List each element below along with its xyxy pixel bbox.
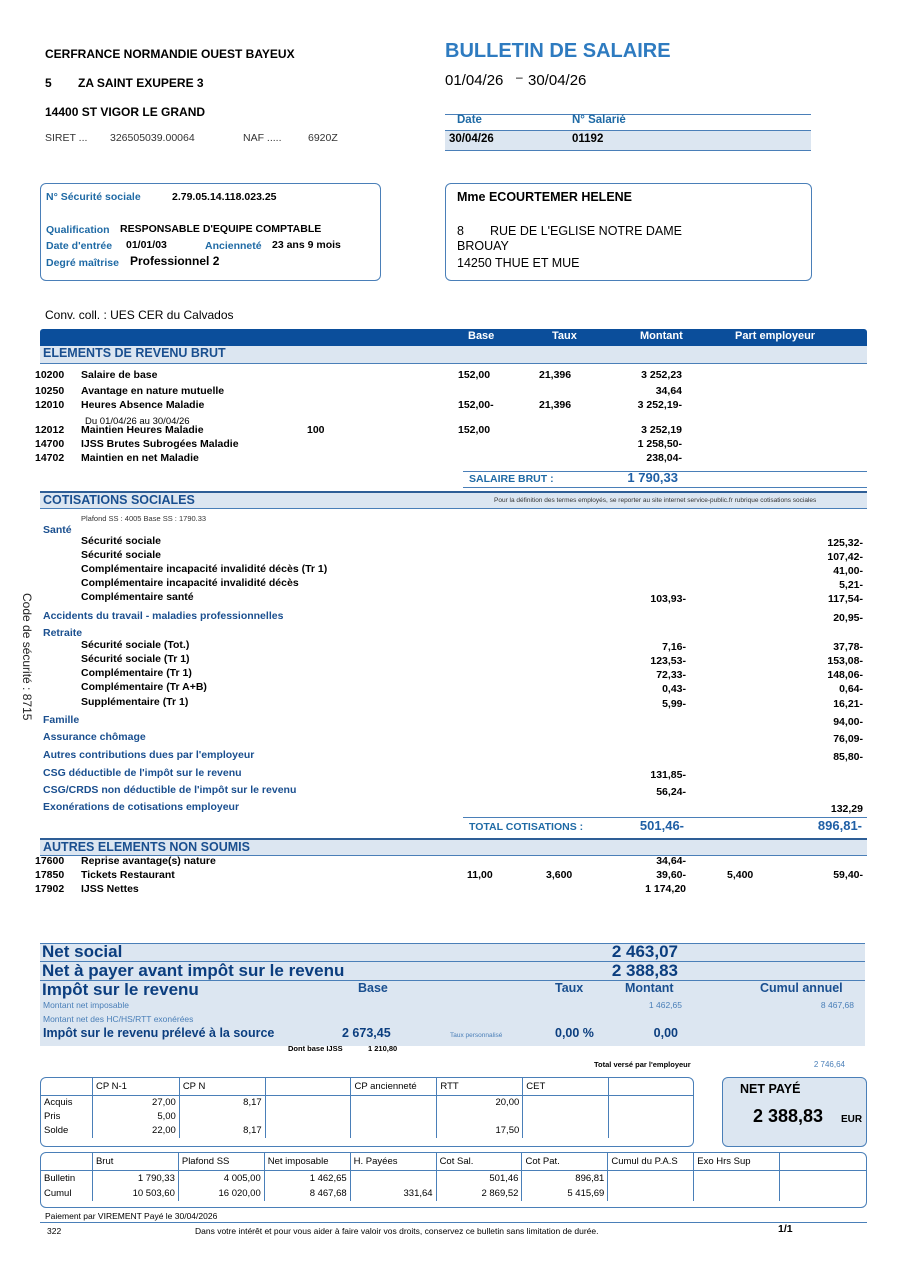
conges-corner-cell [41,1078,93,1096]
cumuls-corner-cell [41,1153,93,1171]
cumuls-cell [694,1171,780,1186]
ijss-label: Dont base IJSS [288,1044,343,1053]
cotisation-montant: 123,53- [650,655,686,667]
siret-value: 326505039.00064 [110,132,195,144]
conges-cell [609,1124,694,1138]
address-street: RUE DE L'EGLISE NOTRE DAME [490,224,683,238]
autres-row-montant: 34,64- [656,855,686,867]
net-paye-amount: 2 388,83 [753,1106,824,1126]
brut-row-code: 10250 [35,385,65,397]
employer-street: ZA SAINT EXUPERE 3 [78,76,204,90]
cotisation-item-label: Complémentaire incapacité invalidité décès [81,577,299,589]
conges-header-cell: CP ancienneté [351,1078,437,1096]
conges-cell: 22,00 [92,1124,179,1138]
cotisation-item-label: Supplémentaire (Tr 1) [81,696,189,708]
cumuls-header-cell: H. Payées [350,1153,436,1171]
brut-row-montant: 3 252,19 [641,424,682,436]
cumuls-header-cell [780,1153,867,1171]
cotisation-item-label: Complémentaire (Tr A+B) [81,681,207,693]
conges-cell: 5,00 [92,1110,179,1124]
net-paye-currency: EUR [841,1114,863,1125]
conges-cell: 8,17 [179,1096,265,1110]
cumuls-header-cell: Cot Pat. [522,1153,608,1171]
cumuls-cell: 5 415,69 [522,1186,608,1201]
cumuls-cell: 8 467,68 [264,1186,350,1201]
date-value: 30/04/26 [449,133,494,145]
cotisation-category-label: Exonérations de cotisations employeur [43,801,240,813]
cotisation-category-label: Santé [43,524,72,536]
cumuls-cell: 1 462,65 [264,1171,350,1186]
autres-row-label: IJSS Nettes [81,883,139,895]
level-label: Degré maîtrise [46,257,119,269]
autres-row-label: Tickets Restaurant [81,869,175,881]
employer-city: 14400 ST VIGOR LE GRAND [45,105,206,119]
conges-cell [179,1110,265,1124]
cotisation-part: 85,80- [833,751,863,763]
ss-label: N° Sécurité sociale [46,191,141,203]
security-code: Code de sécurité : 8715 [20,593,34,721]
cumuls-cell: 2 869,52 [436,1186,522,1201]
cotisation-montant: 0,43- [662,683,686,695]
impot-base-header: Base [358,981,388,995]
cumuls-header-cell: Net imposable [264,1153,350,1171]
net-avant-impot-label: Net à payer avant impôt sur le revenu [42,961,345,980]
total-cotisations-part: 896,81- [817,818,862,833]
conges-cell [351,1124,437,1138]
autres-row-montant: 39,60- [656,869,686,881]
conges-cell [609,1096,694,1110]
cumuls-header-cell: Cumul du P.A.S [608,1153,694,1171]
cotisation-part: 153,08- [827,655,863,667]
cotisation-item-label: Sécurité sociale (Tot.) [81,639,190,651]
cotisation-part: 107,42- [827,551,863,563]
cotisation-category-label: Autres contributions dues par l'employeur [43,749,255,761]
level-value: Professionnel 2 [130,254,220,268]
conges-row-label: Pris [41,1110,93,1124]
cotisation-item-label: Sécurité sociale (Tr 1) [81,653,190,665]
cumuls-cell: 4 005,00 [178,1171,264,1186]
col-base: Base [468,330,495,342]
cotisation-part: 41,00- [833,565,863,577]
employer-street-no: 5 [45,76,52,90]
cotisation-montant: 131,85- [650,769,686,781]
conges-header-cell: CP N-1 [92,1078,179,1096]
conges-cell: 17,50 [437,1124,523,1138]
brut-row-label: Heures Absence Maladie [81,399,205,411]
period-to: 30/04/26 [528,72,587,89]
brut-row-montant: 1 258,50- [637,438,682,450]
seniority-value: 23 ans 9 mois [272,239,341,251]
brut-row-code: 14700 [35,438,65,450]
qualification-label: Qualification [46,224,110,236]
conges-row [41,1096,695,1110]
conges-cell [523,1124,609,1138]
total-cotisations-label: TOTAL COTISATIONS : [469,821,584,833]
conges-header-cell: RTT [437,1078,523,1096]
cumuls-cell: 1 790,33 [92,1171,178,1186]
cotisation-montant: 5,99- [662,698,686,710]
section-brut-heading: ELEMENTS DE REVENU BRUT [40,346,867,364]
naf-value: 6920Z [308,132,338,144]
conges-row [41,1110,695,1124]
conges-header-cell [609,1078,694,1096]
brut-row-label: Maintien en net Maladie [81,452,199,464]
cumuls-cell: 501,46 [436,1171,522,1186]
period-separator: – [516,70,523,84]
conges-row [41,1124,695,1138]
conges-cell: 27,00 [92,1096,179,1110]
cumuls-row-label: Bulletin [41,1171,93,1186]
payment-info: Paiement par VIREMENT Payé le 30/04/2026 [45,1211,218,1221]
cumuls-cell [608,1171,694,1186]
conges-cell [523,1110,609,1124]
cotisation-part: 148,06- [827,669,863,681]
conges-row-label: Acquis [41,1096,93,1110]
section-autres-heading: AUTRES ELEMENTS NON SOUMIS [40,838,867,856]
address-line2: BROUAY [457,239,509,253]
employee-name: Mme ECOURTEMER HELENE [457,190,633,204]
section-cotisations-heading: COTISATIONS SOCIALES [40,491,867,509]
total-verse-value: 2 746,64 [813,1060,845,1069]
brut-row-label: IJSS Brutes Subrogées Maladie [81,438,239,450]
brut-row-montant: 34,64 [655,385,682,397]
cotisation-montant: 7,16- [662,641,686,653]
cotisation-item-label: Complémentaire (Tr 1) [81,667,192,679]
brut-row-code: 12010 [35,399,65,411]
cumuls-row-label: Cumul [41,1186,93,1201]
cumuls-header-cell: Cot Sal. [436,1153,522,1171]
total-verse-label: Total versé par l'employeur [594,1060,691,1069]
autres-row-taux-employeur: 5,400 [727,869,754,881]
cumuls-row [41,1186,868,1201]
cotisation-item-label: Complémentaire incapacité invalidité décès (Tr 1) [81,563,328,575]
cumuls-cell [608,1186,694,1201]
imposable-value: 1 462,65 [648,1000,682,1010]
imposable-label: Montant net imposable [43,1000,129,1010]
cumuls-header-row [41,1153,868,1171]
autres-row-code: 17850 [35,869,65,881]
cotisation-item-label: Sécurité sociale [81,549,161,561]
impot-label: Impôt sur le revenu [42,980,199,999]
period-note: Du 01/04/26 au 30/04/26 [85,416,190,427]
employer-name: CERFRANCE NORMANDIE OUEST BAYEUX [45,47,295,61]
brut-row-base: 152,00- [458,399,494,411]
conges-cell: 8,17 [179,1124,265,1138]
footer-ref: 322 [47,1226,62,1236]
date-row [445,130,811,151]
conges-cell [523,1096,609,1110]
imposable-cumul: 8 467,68 [820,1000,854,1010]
cumuls-cell: 331,64 [350,1186,436,1201]
cotisation-part: 132,29 [830,803,863,815]
conges-cell [265,1124,351,1138]
autres-row-base: 11,00 [467,869,493,881]
pas-label: Impôt sur le revenu prélevé à la source [43,1026,275,1040]
cotisation-part: 94,00- [833,716,863,728]
cotisation-montant: 72,33- [656,669,686,681]
conges-header-cell: CP N [179,1078,265,1096]
employee-number-label: N° Salarié [572,114,626,126]
autres-row-part: 59,40- [833,869,863,881]
footer-notice: Dans votre intérêt et pour vous aider à faire valoir vos droits, conservez ce bulletin sans limitation de durée. [195,1226,599,1236]
cumuls-cell: 10 503,60 [92,1186,178,1201]
cotisations-note: Pour la définition des termes employés, se reporter au site internet service-public.fr rubrique cotisations sociales [494,497,817,504]
autres-row-label: Reprise avantage(s) nature [81,855,216,867]
cotisation-part: 20,95- [833,612,863,624]
page-number: 1/1 [778,1223,793,1235]
conges-header-cell [265,1078,351,1096]
conges-table-box [40,1077,694,1147]
salaire-brut-value: 1 790,33 [627,470,678,485]
brut-row-base: 152,00 [458,424,491,436]
net-social-label: Net social [42,942,123,961]
convention-collective: Conv. coll. : UES CER du Calvados [45,308,234,322]
cotisation-part: 76,09- [833,733,863,745]
cumuls-cell [780,1186,867,1201]
cotisation-montant: 56,24- [656,786,686,798]
conges-cell [437,1110,523,1124]
cumuls-cell [780,1171,867,1186]
conges-header-cell: CET [523,1078,609,1096]
cotisation-montant: 103,93- [650,593,686,605]
brut-row-taux: 21,396 [539,369,572,381]
net-avant-impot-value: 2 388,83 [611,961,678,980]
cumuls-row [41,1171,868,1186]
cotisation-part: 5,21- [839,579,863,591]
brut-row-montant: 3 252,23 [641,369,682,381]
ijss-value: 1 210,80 [368,1044,398,1053]
brut-row-extra: 100 [307,424,325,436]
cumuls-cell [694,1186,780,1201]
conges-cell [351,1110,437,1124]
entry-date-label: Date d'entrée [46,240,113,252]
hc-label: Montant net des HC/HS/RTT exonérées [43,1014,194,1024]
conges-cell [609,1110,694,1124]
pas-taux: 0,00 % [555,1026,594,1040]
total-cotisations-montant: 501,46- [639,818,684,833]
net-social-value: 2 463,07 [611,942,678,961]
cumuls-cell: 896,81 [522,1171,608,1186]
conges-cell [351,1096,437,1110]
conges-cell: 20,00 [437,1096,523,1110]
cotisation-part: 0,64- [839,683,863,695]
plafond-ss: Plafond SS : 4005 Base SS : 1790.33 [81,514,207,523]
conges-table [40,1077,694,1138]
cotisation-part: 125,32- [827,537,863,549]
impot-montant-header: Montant [625,981,674,995]
cotisation-item-label: Sécurité sociale [81,535,161,547]
autres-row-taux: 3,600 [546,869,573,881]
employee-number-value: 01192 [572,133,604,145]
seniority-label: Ancienneté [205,240,262,252]
address-city: 14250 THUE ET MUE [457,256,580,270]
ss-value: 2.79.05.14.118.023.25 [172,191,277,203]
col-taux: Taux [552,330,577,342]
conges-cell [265,1096,351,1110]
cotisation-category-label: CSG/CRDS non déductible de l'impôt sur le revenu [43,784,297,796]
document-title: BULLETIN DE SALAIRE [445,40,671,62]
cotisation-category-label: Retraite [43,627,83,639]
impot-cumul-header: Cumul annuel [760,981,843,995]
net-paye-label: NET PAYÉ [740,1082,801,1096]
impot-taux-header: Taux [555,981,584,995]
cotisation-category-label: Famille [43,714,80,726]
cotisation-category-label: Assurance chômage [43,731,146,743]
pas-montant: 0,00 [653,1026,678,1040]
pas-base: 2 673,45 [342,1026,391,1040]
autres-row-montant: 1 174,20 [645,883,686,895]
brut-row-montant: 3 252,19- [637,399,682,411]
cumuls-table [40,1152,867,1201]
entry-date-value: 01/01/03 [126,239,167,251]
cumuls-table-box [40,1152,867,1208]
salaire-brut-label: SALAIRE BRUT : [469,473,554,485]
cotisation-item-label: Complémentaire santé [81,591,194,603]
brut-row-taux: 21,396 [539,399,572,411]
naf-label: NAF ..... [243,132,282,144]
cotisation-category-label: Accidents du travail - maladies professionnelles [43,610,284,622]
conges-cell [265,1110,351,1124]
date-label: Date [457,114,482,126]
cumuls-header-cell: Brut [92,1153,178,1171]
autres-row-code: 17600 [35,855,65,867]
cumuls-header-cell: Exo Hrs Sup [694,1153,780,1171]
brut-row-label: Avantage en nature mutuelle [81,385,225,397]
brut-row-code: 14702 [35,452,65,464]
col-montant: Montant [640,330,683,342]
conges-row-label: Solde [41,1124,93,1138]
autres-row-code: 17902 [35,883,65,895]
brut-row-label: Maintien Heures Maladie [81,424,204,436]
address-number: 8 [457,224,464,238]
brut-row-label: Salaire de base [81,369,158,381]
cotisation-part: 16,21- [833,698,863,710]
brut-row-code: 12012 [35,424,65,436]
brut-row-code: 10200 [35,369,65,381]
brut-row-base: 152,00 [458,369,491,381]
qualification-value: RESPONSABLE D'EQUIPE COMPTABLE [120,223,322,235]
siret-label: SIRET ... [45,132,88,144]
taux-personnalise-label: Taux personnalisé [450,1032,503,1039]
cotisation-part: 117,54- [827,593,863,605]
cumuls-cell: 16 020,00 [178,1186,264,1201]
brut-row-montant: 238,04- [646,452,682,464]
cotisation-part: 37,78- [833,641,863,653]
conges-header-row [41,1078,695,1096]
col-part-employeur: Part employeur [735,330,816,342]
period-from: 01/04/26 [445,72,504,89]
cotisation-category-label: CSG déductible de l'impôt sur le revenu [43,767,242,779]
cumuls-cell [350,1171,436,1186]
cumuls-header-cell: Plafond SS [178,1153,264,1171]
